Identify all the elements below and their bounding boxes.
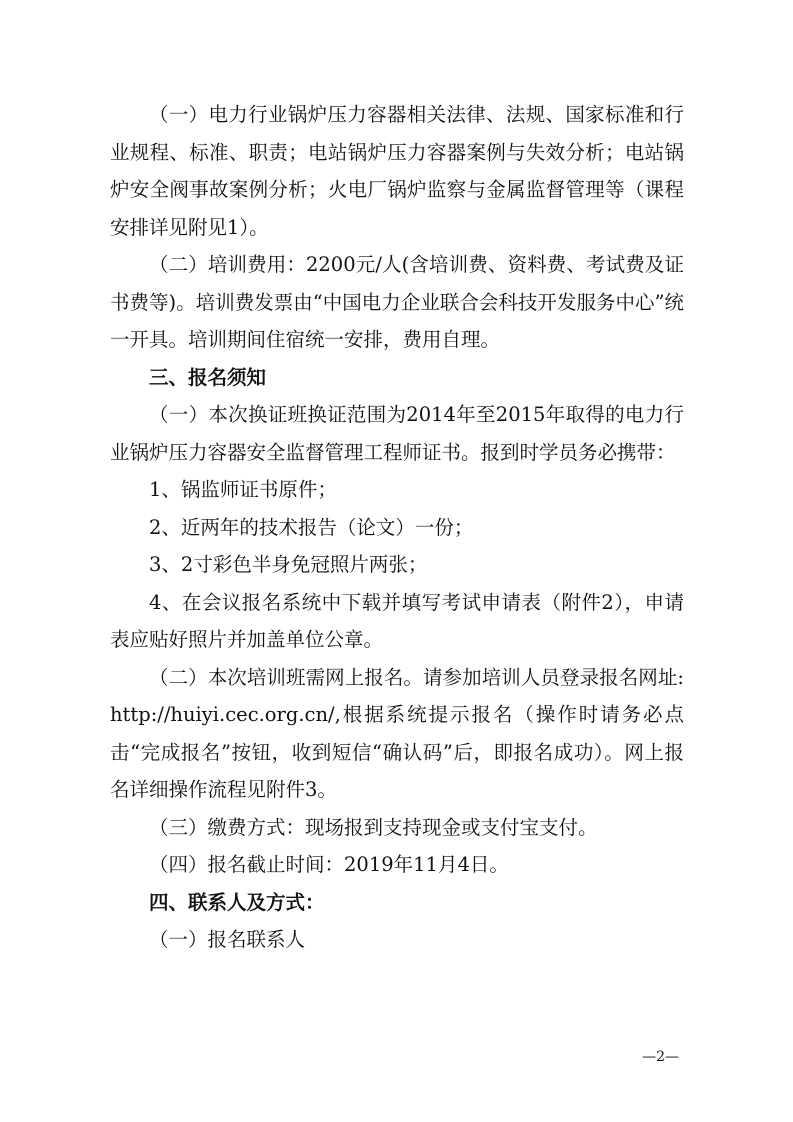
page-number: —2— — [642, 1049, 679, 1065]
list-item-4: 4、在会议报名系统中下载并填写考试申请表（附件2），申请表应贴好照片并加盖单位公章。 — [110, 590, 684, 651]
paragraph-course-content: （一）电力行业锅炉压力容器相关法律、法规、国家标准和行业规程、标准、职责；电站锅炉压力容器案例与失效分析；电站锅炉安全阀事故案例分析；火电厂锅炉监察与金属监督管理等（课程安排详见附见1）。 — [110, 103, 684, 239]
paragraph-deadline: （四）报名截止时间：2019年11月4日。 — [149, 853, 509, 876]
document-body — [110, 96, 684, 959]
list-item-1: 1、锅监师证书原件； — [149, 478, 337, 501]
list-item-3: 3、2寸彩色半身免冠照片两张； — [149, 553, 428, 576]
heading-registration-notice: 三、报名须知 — [149, 365, 267, 389]
paragraph-online-registration: （二）本次培训班需网上报名。请参加培训人员登录报名网址:http://huiyi.cec.org.cn/,根据系统提示报名（操作时请务必点击“完成报名”按钮，收到短信“确认码”后，即报名成功）。网上报名详细操作流程见附件3。 — [110, 665, 684, 801]
paragraph-certificate-scope: （一）本次换证班换证范围为2014年至2015年取得的电力行业锅炉压力容器安全监督管理工程师证书。报到时学员务必携带： — [110, 403, 684, 464]
list-item-2: 2、近两年的技术报告（论文）一份； — [149, 515, 474, 539]
heading-contacts: 四、联系人及方式： — [149, 890, 325, 914]
paragraph-payment-method: （三）缴费方式：现场报到支持现金或支付宝支付。 — [149, 815, 598, 839]
paragraph-training-fee: （二）培训费用：2200元/人(含培训费、资料费、考试费及证书费等)。培训费发票由“中国电力企业联合会科技开发服务中心”统一开具。培训期间住宿统一安排，费用自理。 — [110, 253, 684, 351]
paragraph-registration-contact: （一）报名联系人 — [149, 928, 306, 951]
